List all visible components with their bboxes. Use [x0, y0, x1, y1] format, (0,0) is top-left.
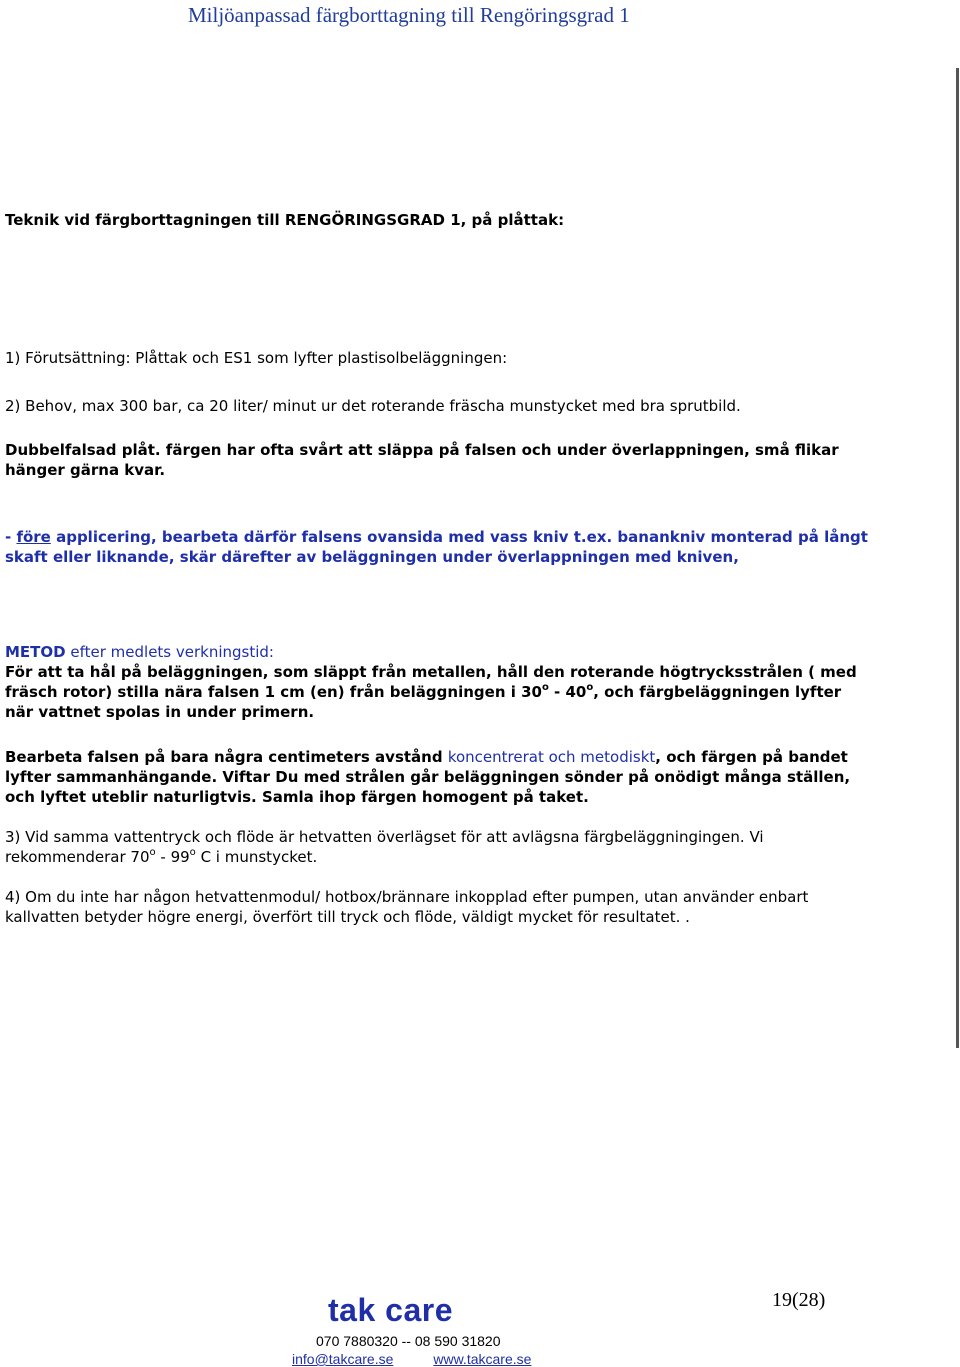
tak-care-logo: tak care [328, 1292, 453, 1328]
metod-line-2-b: - 40 [548, 683, 587, 701]
degree-mark: o [541, 682, 549, 693]
fore-paragraph-line-2: skaft eller liknande, skär därefter av beläggningen under överlappningen med kniven, [5, 548, 739, 566]
fore-blue-text: applicering, bearbeta därför falsens ovansida med vass kniv t.ex. [50, 528, 613, 546]
bearbeta-line-1-b: , och färgen på bandet [655, 748, 848, 766]
metod-line-1: För att ta hål på beläggningen, som släppt från metallen, håll den roterande högtrycksstrålen ( med [5, 663, 857, 681]
section-heading: Teknik vid färgborttagningen till RENGÖRINGSGRAD 1, på plåttak: [5, 211, 565, 229]
item-4-line-2: kallvatten betyder högre energi, överfört till tryck och flöde, väldigt mycket för resultatet. . [5, 908, 690, 926]
fore-dash: - [5, 528, 17, 546]
website-link[interactable]: www.takcare.se [433, 1351, 532, 1367]
fore-black-text: banankniv monterad på långt [612, 528, 868, 546]
document-header-title: Miljöanpassad färgborttagning till Rengöringsgrad 1 [188, 3, 630, 27]
bearbeta-highlight: koncentrerat och metodiskt [447, 748, 656, 766]
item-4-line-1: 4) Om du inte har någon hetvattenmodul/ hotbox/brännare inkopplad efter pumpen, utan använder enbart [5, 888, 809, 906]
item-2-text: 2) Behov, max 300 bar, ca 20 liter/ minut ur det roterande fräscha munstycket med bra sprutbild. [5, 397, 741, 415]
degree-mark: o [189, 847, 196, 858]
dubbelfalsad-line-1: Dubbelfalsad plåt. färgen har ofta svårt att släppa på falsen och under överlappningen, små flikar [5, 441, 839, 459]
footer-contacts [292, 1351, 531, 1367]
degree-mark: o [149, 847, 156, 858]
metod-line-2-a: fräsch rotor) stilla nära falsen 1 cm (en) från beläggningen i 30 [5, 683, 542, 701]
bearbeta-line-1 [5, 747, 955, 767]
metod-line-2-c: , och färgbeläggningen lyfter [593, 683, 842, 701]
bearbeta-line-1-a: Bearbeta falsen på bara några centimeters avstånd [5, 748, 448, 766]
bearbeta-line-3: och lyftet uteblir naturligtvis. Samla ihop färgen homogent på taket. [5, 788, 589, 806]
dubbelfalsad-line-2: hänger gärna kvar. [5, 461, 166, 479]
footer-phone-numbers: 070 7880320 -- 08 590 31820 [316, 1333, 501, 1349]
metod-label: METOD [5, 643, 66, 661]
fore-underlined-word: före [16, 528, 51, 546]
metod-heading [5, 642, 955, 662]
item-3-line-2-a: rekommenderar 70 [5, 848, 150, 866]
item-3-line-2-c: C i munstycket. [195, 848, 318, 866]
metod-label-rest: efter medlets verkningstid: [65, 643, 274, 661]
metod-line-2 [5, 682, 955, 702]
item-3-line-1: 3) Vid samma vattentryck och flöde är hetvatten överlägset för att avlägsna färgbeläggningingen. Vi [5, 828, 764, 846]
page-edge-rule [956, 68, 959, 1048]
email-link[interactable]: info@takcare.se [292, 1351, 394, 1367]
item-3-line-2 [5, 847, 955, 867]
fore-paragraph-line-1 [5, 527, 955, 547]
metod-line-3: när vattnet spolas in under primern. [5, 703, 315, 721]
item-3-line-2-b: - 99 [155, 848, 190, 866]
degree-mark: o [586, 682, 594, 693]
item-1-text: 1) Förutsättning: Plåttak och ES1 som lyfter plastisolbeläggningen: [5, 349, 508, 367]
bearbeta-line-2: lyfter sammanhängande. Viftar Du med strålen går beläggningen sönder på onödigt många ställen, [5, 768, 851, 786]
page-number: 19(28) [772, 1289, 826, 1311]
